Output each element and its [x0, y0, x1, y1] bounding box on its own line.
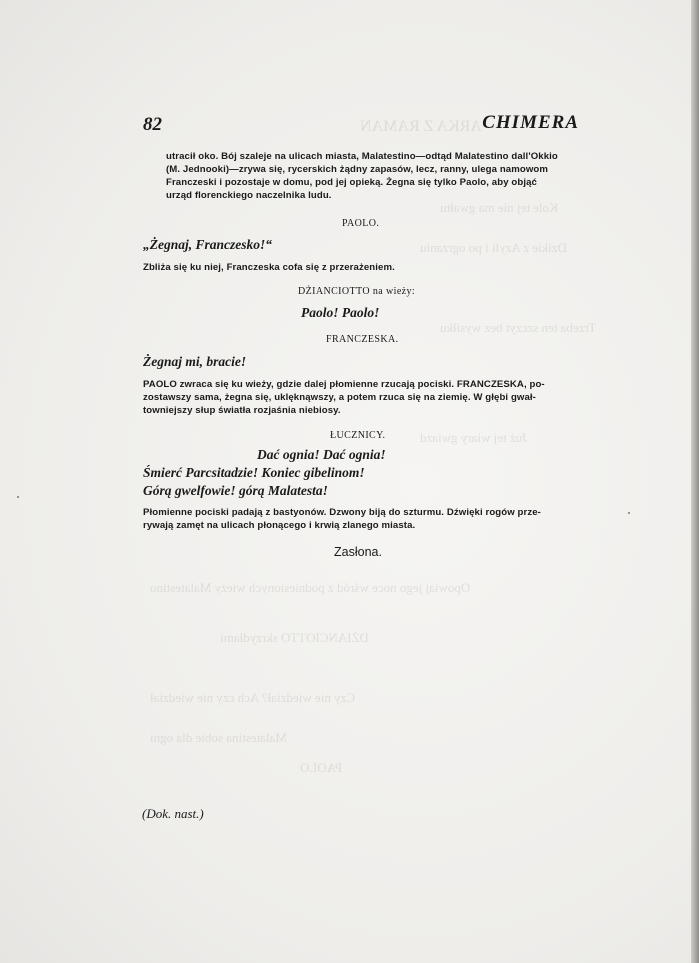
bleed-through-text: ARKA Z RAMAN: [360, 118, 482, 135]
paper-speck: [17, 496, 19, 498]
bleed-through-text: Dzikie z Azyli i po ogrzaniu: [420, 240, 567, 255]
text-line: rywają zamęt na ulicach płonącego i krwią zlanego miasta.: [143, 520, 416, 531]
bleed-through-text: Kole tej nie ma gwałtu: [440, 200, 559, 215]
bleed-through-text: Trzeba ten szczyt bez wysiłku: [440, 320, 597, 335]
speaker-lucznicy: ŁUCZNICY.: [330, 430, 386, 441]
running-title: CHIMERA: [482, 112, 579, 133]
page-edge-shadow: [691, 0, 699, 963]
speech-franczeska: Żegnaj mi, bracie!: [143, 354, 247, 369]
speech-lucznicy-line3: Górą gwelfowie! górą Malatesta!: [143, 483, 328, 498]
text-line: zostawszy sama, żegna się, uklęknąwszy, a potem rzuca się na ziemię. W głębi gwał-: [143, 392, 536, 403]
text-line: Franczeski i pozostaje w domu, pod jej opieką. Żegna się tylko Paolo, aby objąć: [166, 177, 537, 188]
speaker-paolo: PAOLO.: [342, 218, 380, 229]
bleed-through-text: Malatestina sobie dla ogni: [150, 730, 287, 745]
bleed-through-text: DŻIANCIOTTO skrzydłami: [220, 630, 369, 645]
text-line: (M. Jednooki)—zrywa się, rycerskich żądny zapasów, lecz, ranny, ulega namowom: [166, 164, 548, 175]
stage-direction-3: [143, 378, 603, 417]
text-line: PAOLO zwraca się ku wieży, gdzie dalej płomienne rzucają pociski. FRANCZESKA, po-: [143, 379, 545, 390]
text-line: towniejszy słup światła rozjaśnia niebiosy.: [143, 405, 341, 416]
speech-paolo: „Żegnaj, Franczesko!“: [143, 237, 273, 252]
speaker-dzianciotto: DŻIANCIOTTO na wieży:: [298, 286, 416, 297]
stage-direction-4: [143, 506, 603, 532]
paper-speck: [628, 512, 630, 514]
continued-note: (Dok. nast.): [142, 806, 204, 821]
stage-direction-2: Zbliża się ku niej, Franczeska cofa się z przerażeniem.: [143, 262, 395, 273]
bleed-through-text: PAOLO: [300, 760, 343, 775]
text-line: urząd florenckiego naczelnika ludu.: [166, 190, 332, 201]
speech-lucznicy-line1: Dać ognia! Dać ognia!: [257, 447, 386, 462]
speaker-franczeska: FRANCZESKA.: [326, 334, 399, 345]
stage-direction-1: [166, 150, 580, 202]
bleed-through-text: Już tej wiary gwiazd: [420, 430, 528, 445]
speech-dzianciotto: Paolo! Paolo!: [301, 305, 380, 320]
text-line: Płomienne pociski padają z bastyonów. Dzwony biją do szturmu. Dźwięki rogów prze-: [143, 507, 541, 518]
curtain-direction: Zasłona.: [334, 545, 382, 559]
text-line: utracił oko. Bój szaleje na ulicach miasta, Malatestino—odtąd Malatestino dall'Okkio: [166, 151, 558, 162]
speech-lucznicy-line2: Śmierć Parcsitadzie! Koniec gibelinom!: [143, 465, 365, 480]
bleed-through-text: Opowiaj jego noce wśród z podniesionych wieży Malatestino: [150, 580, 471, 595]
page-number: 82: [143, 114, 162, 135]
bleed-through-text: Czy nie wiedział? Ach czy nie wiedział: [150, 690, 356, 705]
